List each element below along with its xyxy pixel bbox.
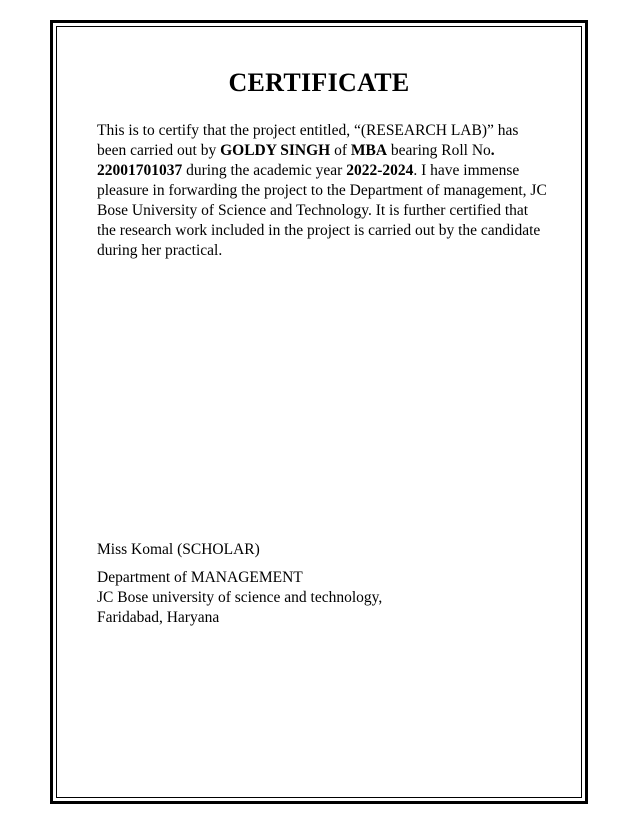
paragraph-text-3: bearing Roll No <box>387 142 491 159</box>
roll-number: 22001701037 <box>97 162 183 179</box>
certificate-title: CERTIFICATE <box>228 68 410 97</box>
student-name: GOLDY SINGH <box>220 142 331 159</box>
signatory-location: Faridabad, Haryana <box>97 609 220 626</box>
program-name: MBA <box>350 142 388 159</box>
signatory-university: JC Bose university of science and technology, <box>97 589 383 606</box>
signatory-name: Miss Komal (SCHOLAR) <box>97 541 260 558</box>
signatory-address <box>97 568 382 628</box>
paragraph-text-1: This is to certify that the project entitled, “(RESEARCH LAB)” has been carried out by <box>97 122 519 159</box>
paragraph-text-4: during the academic year <box>182 162 347 179</box>
paragraph-text-5: . I have immense pleasure in forwarding the project to the Department of management, JC Bose University of Science and Technology. It is further certified that the research work included in the project is carried out by the candidate during her practical. <box>97 162 547 259</box>
signatory-department: Department of MANAGEMENT <box>97 569 303 586</box>
paragraph-text-2: of <box>330 142 351 159</box>
certificate-paragraph <box>97 121 547 261</box>
academic-year: 2022-2024 <box>346 162 414 179</box>
roll-dot: . <box>490 142 495 159</box>
